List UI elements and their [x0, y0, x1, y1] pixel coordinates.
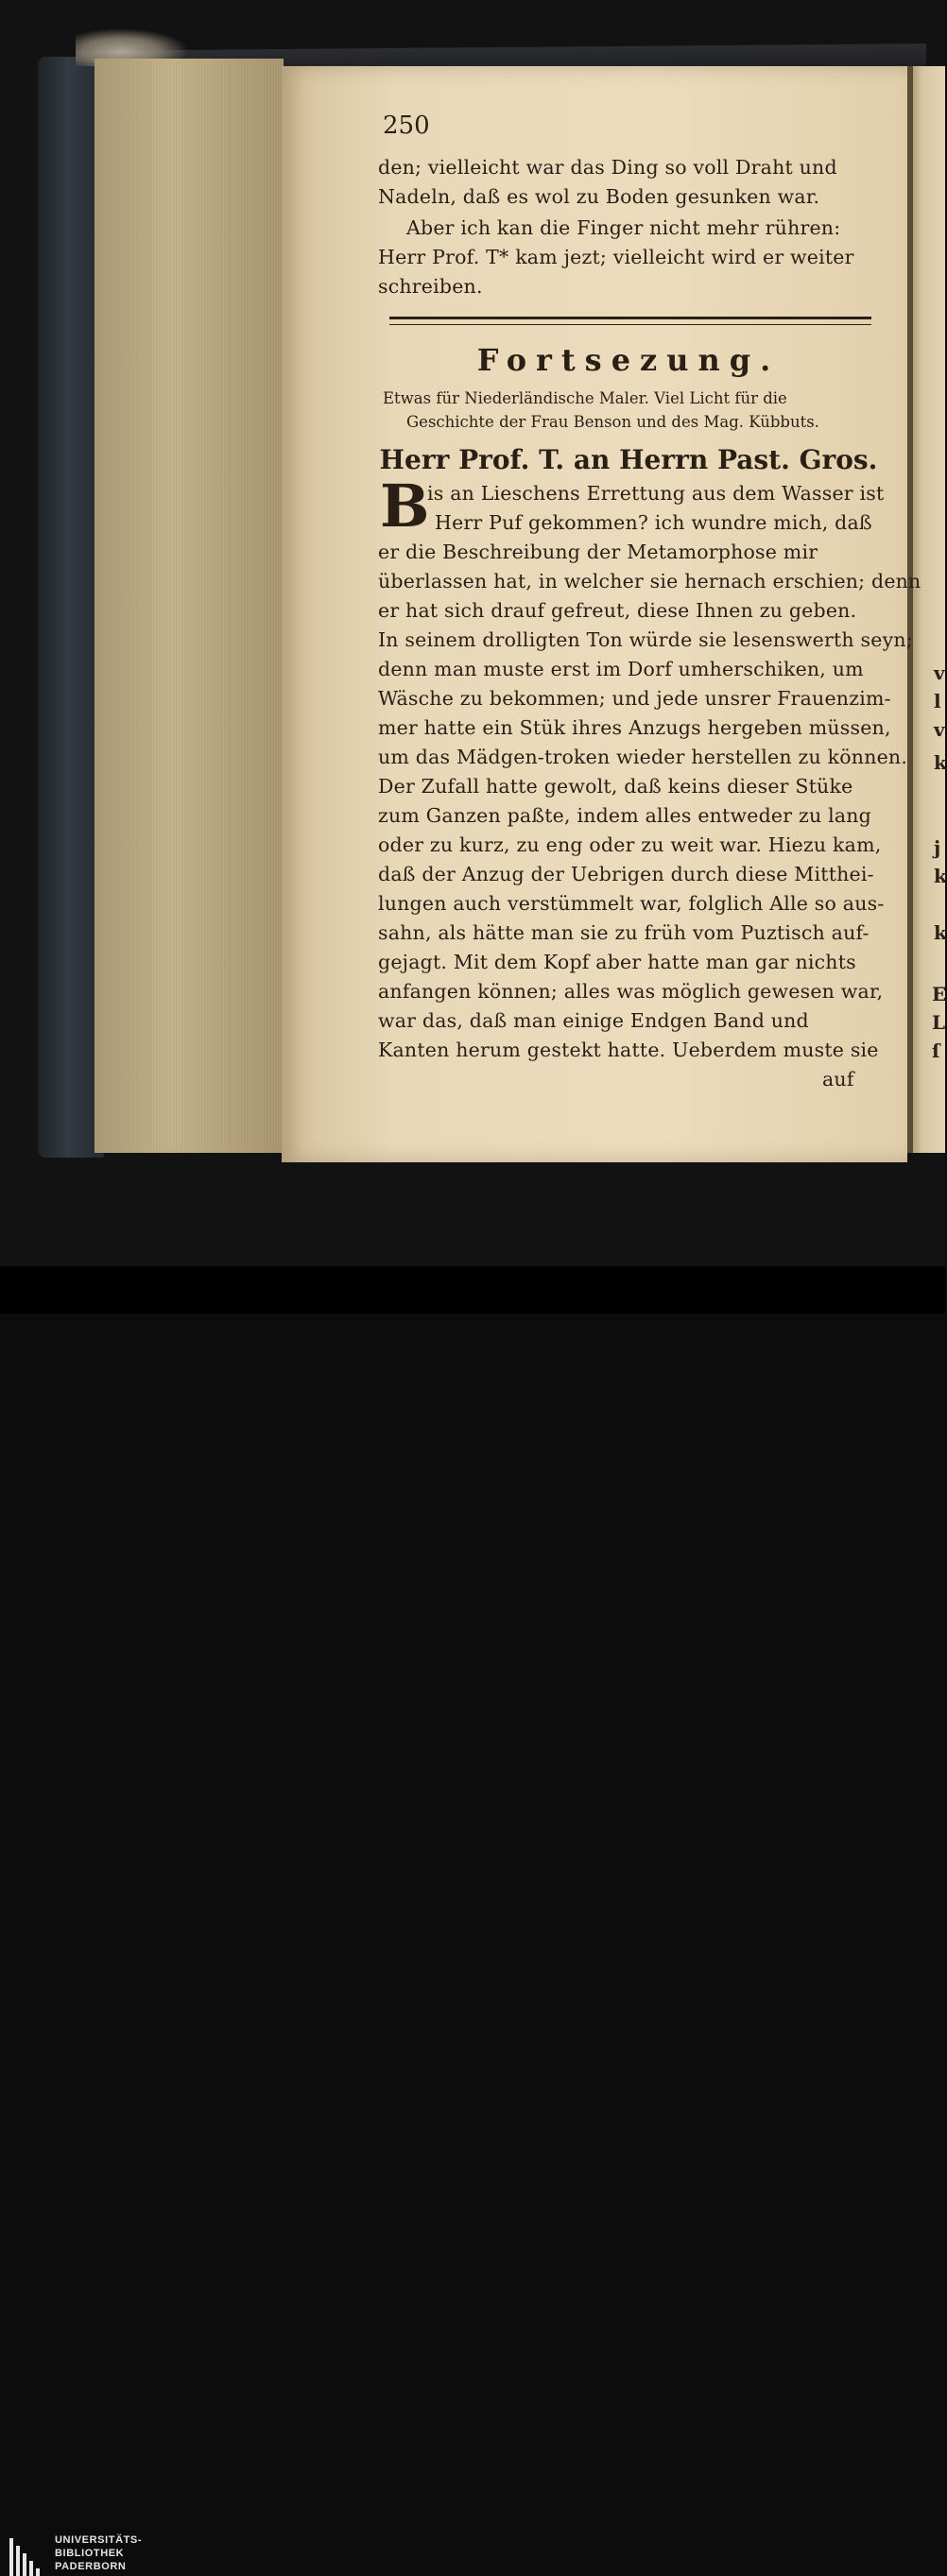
library-name-line1: UNIVERSITÄTS- — [55, 2534, 143, 2546]
text-line: Kanten herum gestekt hatte. Ueberdem muste sie — [378, 1039, 879, 1061]
section-rule — [389, 317, 871, 325]
text-line: Wäsche zu bekommen; und jede unsrer Frauenzim- — [378, 687, 891, 710]
section-heading: Fortsezung. — [476, 342, 781, 378]
adjacent-page-letter: v — [934, 718, 945, 741]
text-line: Herr Puf gekommen? ich wundre mich, daß — [435, 511, 872, 534]
adjacent-page-letter: v — [934, 661, 945, 684]
text-line: Der Zufall hatte gewolt, daß keins dieser Stüke — [378, 775, 853, 798]
adjacent-page-letter: E — [932, 983, 947, 1005]
text-line: schreiben. — [378, 275, 483, 298]
adjacent-page-letter: j — [934, 836, 941, 859]
text-line: is an Lieschens Errettung aus dem Wasser ist — [427, 482, 885, 505]
text-line: sahn, als hätte man sie zu früh vom Puztisch auf- — [378, 921, 870, 944]
text-line: oder zu kurz, zu eng oder zu weit war. Hiezu kam, — [378, 833, 882, 856]
adjacent-page-letter: l — [934, 690, 941, 713]
text-line: zum Ganzen paßte, indem alles entweder zu lang — [378, 804, 871, 827]
footer-bar — [0, 1266, 945, 2572]
drop-cap: B — [380, 472, 430, 541]
text-line: Aber ich kan die Finger nicht mehr rühren: — [406, 216, 841, 239]
text-line: anfangen können; alles was möglich gewesen war, — [378, 980, 884, 1003]
library-name-line2: BIBLIOTHEK — [55, 2548, 125, 2559]
text-line: war das, daß man einige Endgen Band und — [378, 1009, 809, 1032]
page-edges — [95, 59, 284, 1153]
summary-line: Etwas für Niederländische Maler. Viel Licht für die — [383, 389, 787, 407]
letter-title: Herr Prof. T. an Herrn Past. Gros. — [379, 444, 878, 475]
text-line: daß der Anzug der Uebrigen durch diese Mitthei- — [378, 863, 874, 885]
page-number: 250 — [383, 112, 430, 140]
text-line: um das Mädgen-troken wieder herstellen zu können. — [378, 746, 908, 768]
text-line: überlassen hat, in welcher sie hernach erschien; denn — [378, 570, 921, 592]
adjacent-page-letter: L — [932, 1011, 946, 1034]
adjacent-page-letter: k — [934, 921, 947, 944]
text-line: er die Beschreibung der Metamorphose mir — [378, 541, 818, 563]
text-line: er hat sich drauf gefreut, diese Ihnen zu geben. — [378, 599, 857, 622]
text-line: denn man muste erst im Dorf umherschiken, um — [378, 658, 864, 680]
text-line: lungen auch verstümmelt war, folglich Alle so aus- — [378, 892, 885, 915]
library-name-line3: PADERBORN — [55, 2561, 127, 2572]
adjacent-page-letter: k — [934, 751, 947, 774]
scan-image — [0, 0, 945, 1266]
summary-line: Geschichte der Frau Benson und des Mag. Kübbuts. — [406, 413, 819, 431]
catchword: auf — [822, 1068, 854, 1091]
text-line: den; vielleicht war das Ding so voll Draht und — [378, 156, 837, 179]
library-logo-icon — [9, 2538, 47, 2576]
text-line: In seinem drolligten Ton würde sie lesenswerth seyn; — [378, 628, 913, 651]
adjacent-page-letter: k — [934, 865, 947, 887]
text-line: Nadeln, daß es wol zu Boden gesunken war. — [378, 185, 820, 208]
text-line: mer hatte ein Stük ihres Anzugs hergeben müssen, — [378, 716, 891, 739]
text-line: gejagt. Mit dem Kopf aber hatte man gar nichts — [378, 951, 856, 973]
adjacent-page-letter: ſ — [932, 1039, 940, 1062]
text-line: Herr Prof. T* kam jezt; vielleicht wird er weiter — [378, 246, 854, 268]
